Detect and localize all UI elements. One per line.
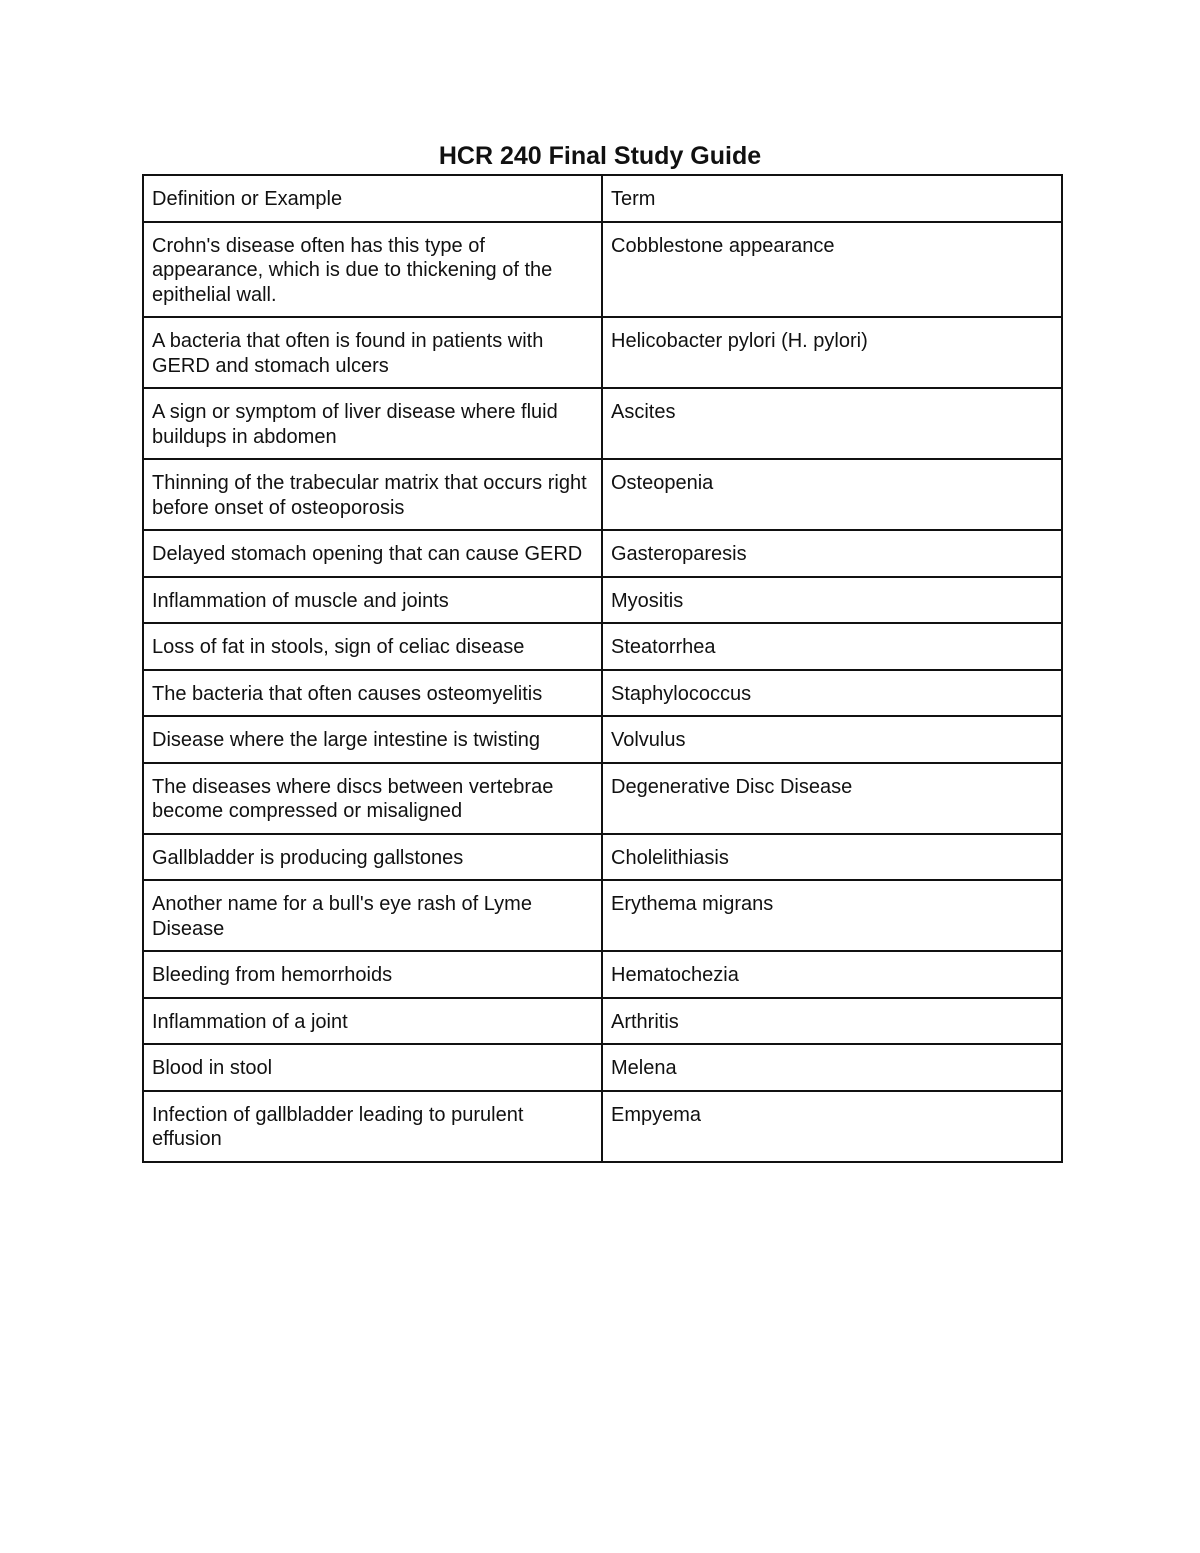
definition-cell: Gallbladder is producing gallstones xyxy=(143,834,602,881)
definition-cell: A sign or symptom of liver disease where fluid buildups in abdomen xyxy=(143,388,602,459)
definition-cell: The diseases where discs between vertebrae become compressed or misaligned xyxy=(143,763,602,834)
table-row xyxy=(143,1091,1062,1162)
term-cell: Degenerative Disc Disease xyxy=(602,763,1062,834)
term-cell: Arthritis xyxy=(602,998,1062,1045)
definition-cell: Inflammation of a joint xyxy=(143,998,602,1045)
table-row xyxy=(143,763,1062,834)
definition-cell: Crohn's disease often has this type of appearance, which is due to thickening of the epithelial wall. xyxy=(143,222,602,318)
table-row xyxy=(143,670,1062,717)
definition-cell: The bacteria that often causes osteomyelitis xyxy=(143,670,602,717)
header-term: Term xyxy=(602,175,1062,222)
definition-cell: Bleeding from hemorrhoids xyxy=(143,951,602,998)
table-row xyxy=(143,1044,1062,1091)
term-cell: Staphylococcus xyxy=(602,670,1062,717)
table-row xyxy=(143,459,1062,530)
definition-cell: Another name for a bull's eye rash of Lyme Disease xyxy=(143,880,602,951)
table-row xyxy=(143,623,1062,670)
term-cell: Erythema migrans xyxy=(602,880,1062,951)
table-row xyxy=(143,880,1062,951)
term-cell: Hematochezia xyxy=(602,951,1062,998)
term-cell: Empyema xyxy=(602,1091,1062,1162)
definition-cell: Loss of fat in stools, sign of celiac disease xyxy=(143,623,602,670)
definition-cell: Thinning of the trabecular matrix that occurs right before onset of osteoporosis xyxy=(143,459,602,530)
term-cell: Osteopenia xyxy=(602,459,1062,530)
table-header-row xyxy=(143,175,1062,222)
term-cell: Helicobacter pylori (H. pylori) xyxy=(602,317,1062,388)
definition-cell: Disease where the large intestine is twisting xyxy=(143,716,602,763)
term-cell: Cobblestone appearance xyxy=(602,222,1062,318)
term-cell: Melena xyxy=(602,1044,1062,1091)
term-cell: Gasteroparesis xyxy=(602,530,1062,577)
table-row xyxy=(143,388,1062,459)
table-row xyxy=(143,834,1062,881)
term-cell: Cholelithiasis xyxy=(602,834,1062,881)
study-guide-table xyxy=(142,174,1063,1163)
term-cell: Volvulus xyxy=(602,716,1062,763)
definition-cell: Infection of gallbladder leading to purulent effusion xyxy=(143,1091,602,1162)
definition-cell: Delayed stomach opening that can cause GERD xyxy=(143,530,602,577)
definition-cell: Inflammation of muscle and joints xyxy=(143,577,602,624)
table-row xyxy=(143,998,1062,1045)
table-row xyxy=(143,716,1062,763)
page-title: HCR 240 Final Study Guide xyxy=(438,142,762,170)
table-row xyxy=(143,577,1062,624)
definition-cell: Blood in stool xyxy=(143,1044,602,1091)
table-row xyxy=(143,222,1062,318)
term-cell: Ascites xyxy=(602,388,1062,459)
table-row xyxy=(143,317,1062,388)
definition-cell: A bacteria that often is found in patients with GERD and stomach ulcers xyxy=(143,317,602,388)
term-cell: Steatorrhea xyxy=(602,623,1062,670)
table-row xyxy=(143,951,1062,998)
table-row xyxy=(143,530,1062,577)
header-definition: Definition or Example xyxy=(143,175,602,222)
term-cell: Myositis xyxy=(602,577,1062,624)
